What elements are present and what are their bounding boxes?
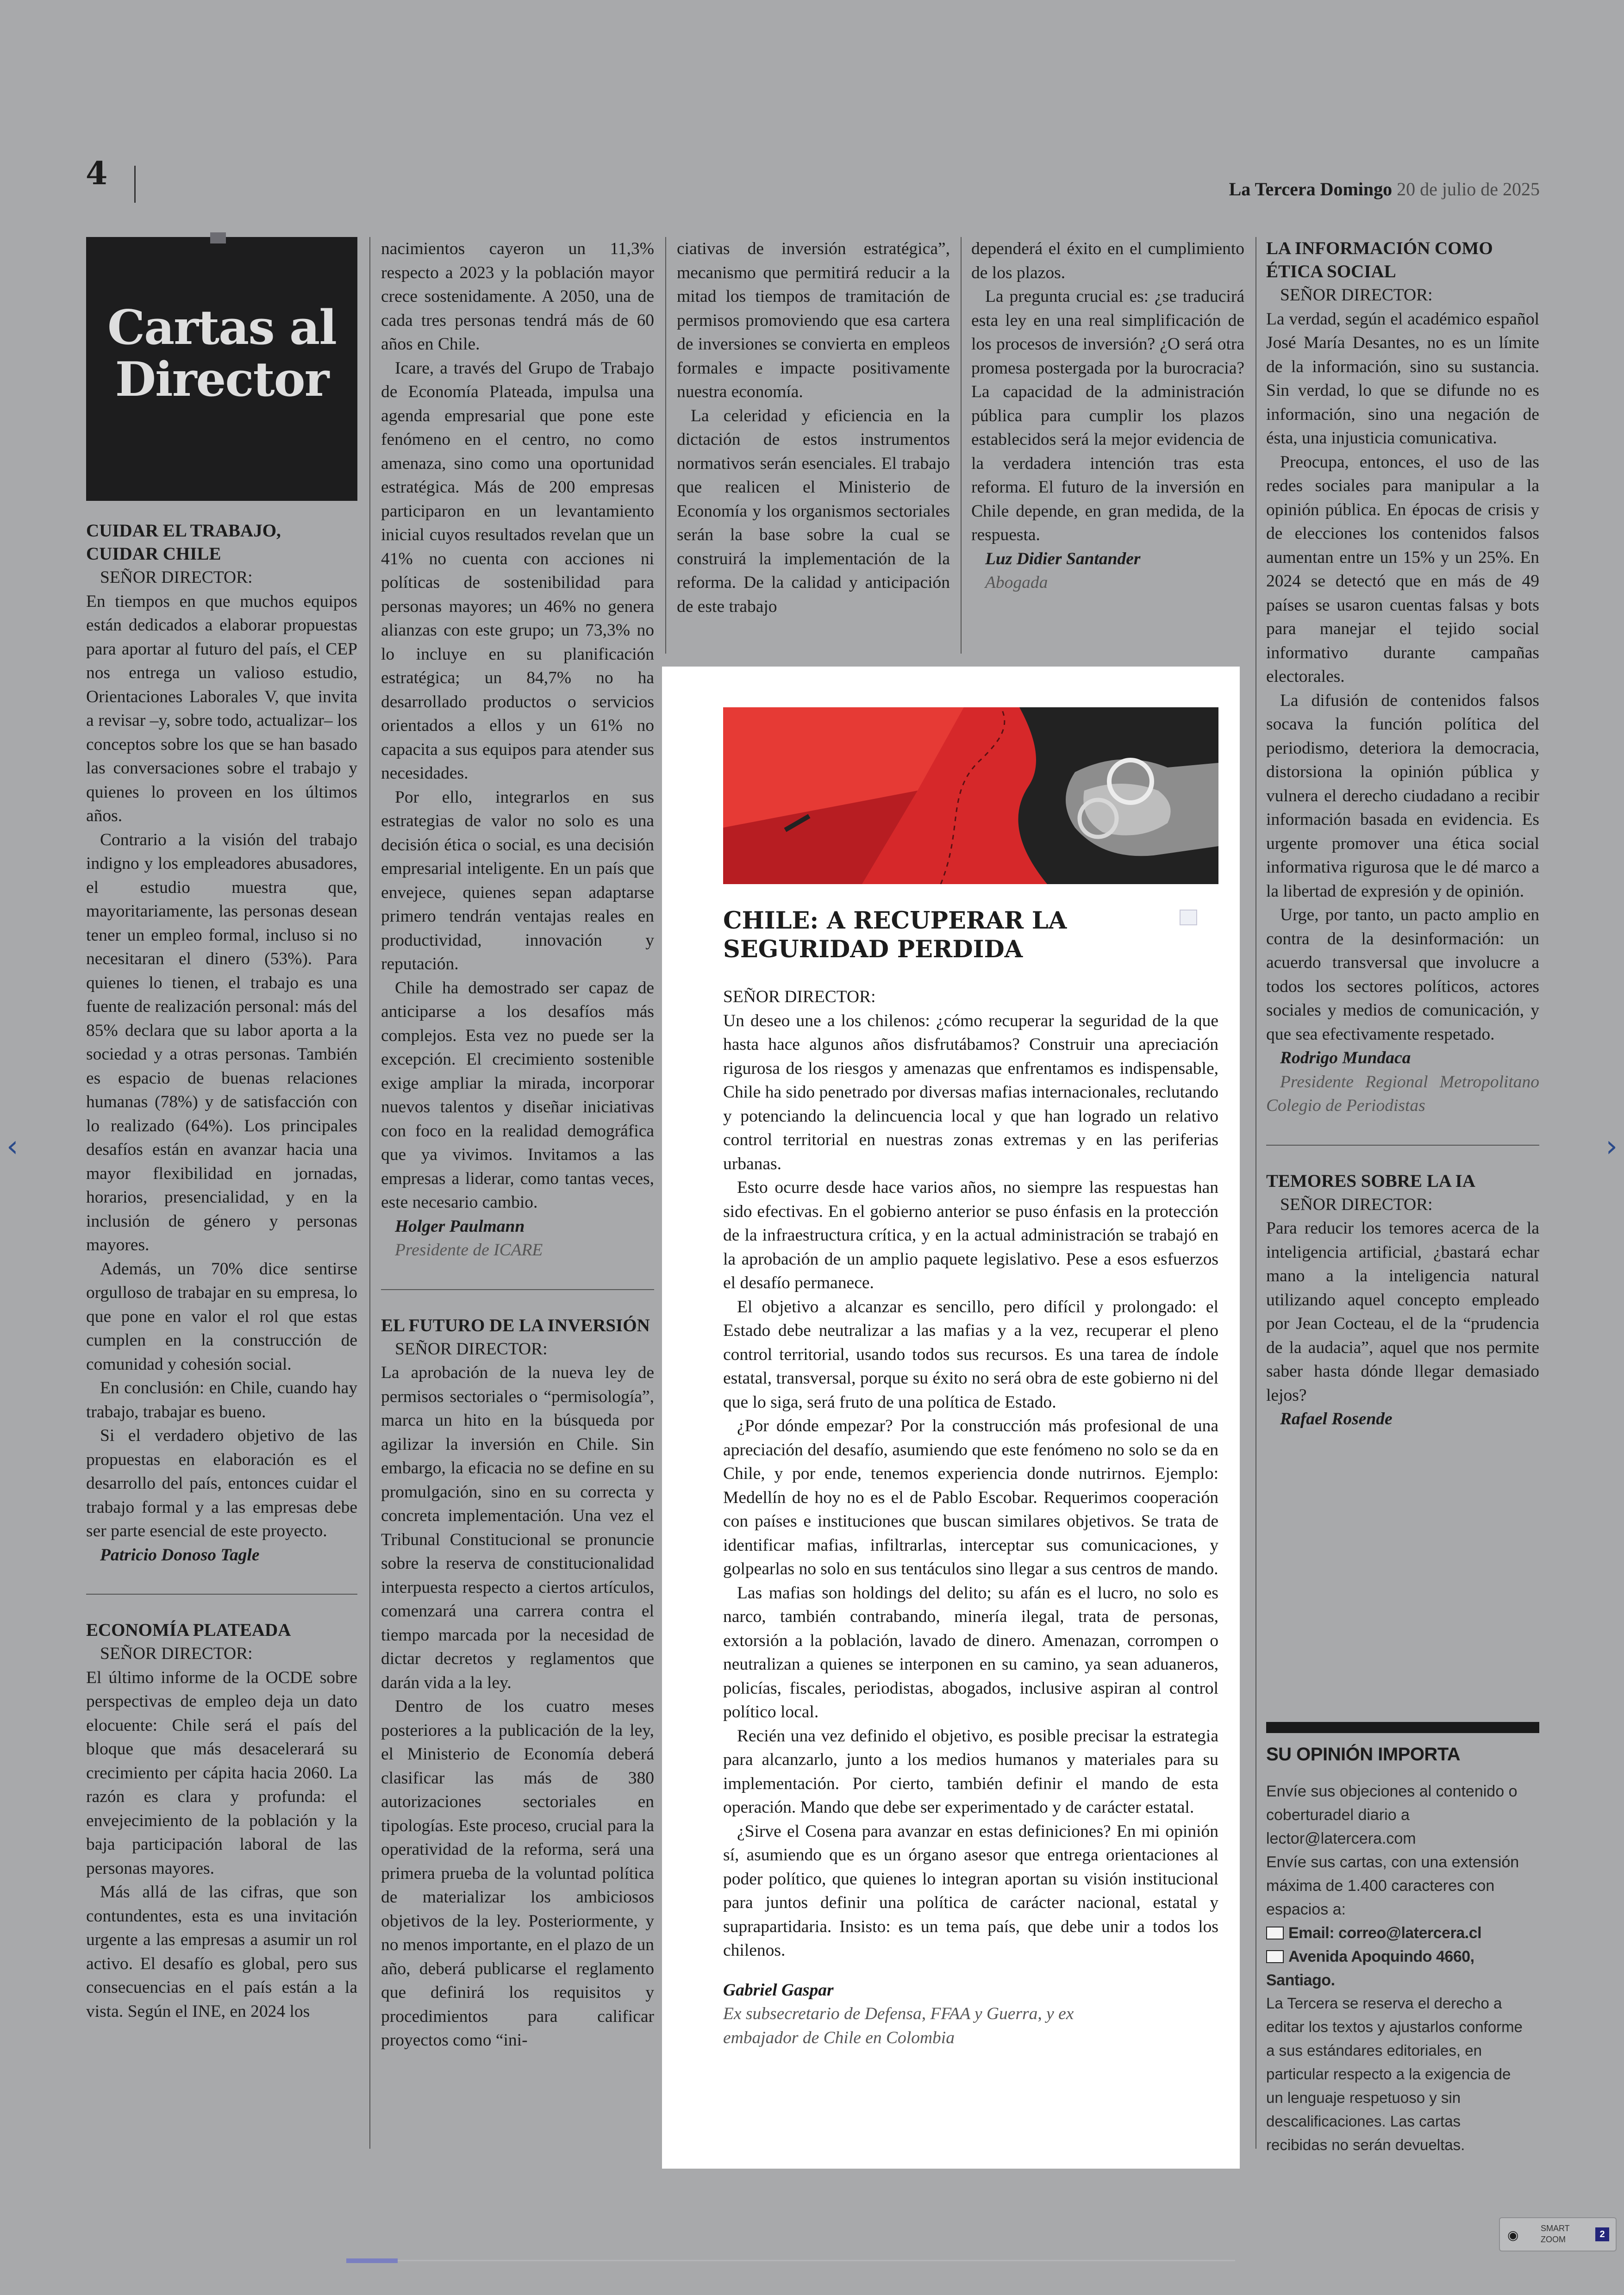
- masthead: [1229, 178, 1540, 200]
- paragraph: Esto ocurre desde hace varios años, no siempre las respuestas han sido efectivas. En el gobierno anterior se puso énfasis en la protección de la infraestructura crítica, y en la actual administración se trabajó en la aprobación de un amplio paquete legislativo. Pese a esos esfuerzos el desafío permanece.: [723, 1178, 1218, 1292]
- paragraph: Icare, a través del Grupo de Trabajo de Economía Plateada, impulsa una agenda empresarial que pone este fenómeno en el centro, no como amenaza, sino como una oportunidad estratégica. Más de 200 empresas participaron en un levantamiento inicial cuyos resultados revelan que un 41% no cuenta con acciones ni políticas de sostenibilidad para personas mayores; un 46% no genera alianzas con este grupo; un 73,3% no lo incluye en su planificación estratégica; un 84,7% no ha desarrollado productos o servicios orientados a ellos y un 61% no capacita a sus equipos para atender sus necesidades.: [381, 358, 654, 783]
- paragraph: La verdad, según el académico español José María Desantes, no es un límite de la información, sino su sustancia. Sin verdad, lo que se difunde no es información, sino una negación de ésta, una injusticia comunicativa.: [1266, 309, 1539, 448]
- signature-role: Presidente Regional Metropolitano Colegio de Periodistas: [1266, 1072, 1539, 1115]
- envelope-icon: [1266, 1927, 1284, 1940]
- signature-role: Presidente de ICARE: [395, 1241, 543, 1260]
- featured-letter-title: CHILE: A RECUPERAR LA SEGURIDAD PERDIDA: [723, 907, 1067, 963]
- letter-title: CUIDAR EL TRABAJO, CUIDAR CHILE: [86, 521, 281, 564]
- issue-date: 20 de julio de 2025: [1397, 179, 1540, 200]
- publication-name: La Tercera Domingo: [1229, 179, 1393, 200]
- letter-title: LA INFORMACIÓN COMO ÉTICA SOCIAL: [1266, 238, 1493, 281]
- smart-zoom-label-line1: SMART: [1541, 2224, 1570, 2233]
- paragraph: Más allá de las cifras, que son contundentes, esta es una invitación urgente a las empresas a asumir un rol activo. El desafío es global, pero sus consecuencias en el país están a la vista. Según el INE, en 2024 los: [86, 1883, 357, 2021]
- smart-zoom-label: [1541, 2223, 1570, 2245]
- salutation: SEÑOR DIRECTOR:: [395, 1339, 548, 1359]
- column-4: [971, 237, 1244, 595]
- column-rule: [961, 237, 962, 654]
- paragraph: ciativas de inversión estratégica”, mecanismo que permitirá reducir a la mitad los tiempos de tramitación de permisos promoviendo que esa cartera de inversiones se convierta en empleos formales e impacte positivamente nuestra economía.: [677, 239, 950, 401]
- handcuffs-photo: [723, 707, 1218, 884]
- opinion-contact: [1266, 1780, 1544, 1992]
- section-title-text: Cartas al Director: [107, 300, 336, 407]
- section-title-block: [86, 237, 357, 501]
- chevron-right-icon[interactable]: ›: [1605, 1129, 1618, 1164]
- opinion-email[interactable]: Email: correo@latercera.cl: [1288, 1924, 1482, 1942]
- paragraph: En conclusión: en Chile, cuando hay trabajo, trabajar es bueno.: [86, 1378, 357, 1422]
- note-icon[interactable]: [1180, 910, 1197, 925]
- signature: Patricio Donoso Tagle: [100, 1545, 260, 1565]
- smart-zoom-button[interactable]: [1499, 2217, 1617, 2251]
- letter-title: TEMORES SOBRE LA IA: [1266, 1171, 1475, 1191]
- opinion-box-bar: [1266, 1722, 1539, 1733]
- paragraph: Además, un 70% dice sentirse orgulloso de trabajar en su empresa, lo que pone en valor el rol que estas cumplen en la construcción de comunidad y cohesión social.: [86, 1259, 357, 1374]
- page-progress-fill[interactable]: [346, 2258, 398, 2263]
- paragraph: Urge, por tanto, un pacto amplio en contra de la desinformación: un acuerdo transversal que involucre a todos los sectores políticos, actores sociales y medios de comunicación, y que sea efectivamente respetado.: [1266, 905, 1539, 1044]
- paragraph: Las mafias son holdings del delito; su afán es el lucro, no solo es narco, también contrabando, minería ilegal, trata de personas, extorsión a la población, lavado de dinero. Amenazan, corrompen o neutralizan a quienes se interponen en su camino, ya sean aduaneros, policías, fiscales, periodistas, abogados, inclusive aspiran al control político local.: [723, 1583, 1218, 1721]
- paragraph: ¿Por dónde empezar? Por la construcción más profesional de una apreciación del desafío, asumiendo que este fenómeno no solo se da en Chile, y por ende, tenemos experiencia donde nutrirnos. Ejemplo: Medellín de hoy no es el de Pablo Escobar. Requerimos cooperación con países e instituciones que buscan similares objetivos. Se trata de identificar mafias, infiltrarlas, interceptar sus comunicaciones, y golpearlas no solo en sus tentáculos sino llegar a sus centros de mando.: [723, 1416, 1218, 1578]
- signature: Holger Paulmann: [395, 1216, 525, 1236]
- paragraph: nacimientos cayeron un 11,3% respecto a 2023 y la población mayor crece sostenidamente. A 2050, una de cada tres personas tendrá más de 60 años en Chile.: [381, 239, 654, 354]
- paragraph: En tiempos en que muchos equipos están dedicados a elaborar propuestas para aportar al futuro del país, el CEP nos entrega un valioso estudio, Orientaciones Laborales V, que invita a revisar –y, sobre todo, actualizar– los conceptos sobre los que se han basado las conversaciones sobre el trabajo y quienes lo proveen en los últimos años.: [86, 592, 357, 825]
- paragraph: Dentro de los cuatro meses posteriores a la publicación de la ley, el Ministerio de Economía deberá clasificar las más de 380 autorizaciones sectoriales en tipologías. Este proceso, crucial para la operatividad de la reforma, será una primera prueba de la voluntad política de materializar los ambiciosos objetivos de la ley. Posteriormente, y no menos importante, en el plazo de un año, deberá publicarse el reglamento que definirá los requisitos y procedimientos para calificar proyectos como “ini-: [381, 1697, 654, 2050]
- paragraph: El objetivo a alcanzar es sencillo, pero difícil y prolongado: el Estado debe neutralizar a las mafias y a la vez, recuperar el pleno control territorial, usando todos sus recursos. Es una tarea de índole estatal, transversal, porque su éxito no será obra de este gobierno ni del que lo siga, será fruto de una política de Estado.: [723, 1297, 1218, 1412]
- salutation: SEÑOR DIRECTOR:: [100, 1644, 253, 1663]
- salutation: SEÑOR DIRECTOR:: [1280, 286, 1433, 305]
- page-number: 4: [86, 155, 108, 192]
- paragraph: Recién una vez definido el objetivo, es posible precisar la estrategia para alcanzarlo, junto a los medios humanos y materiales para su implementación. Por cierto, también definir el mando de esta operación. Mando que debe ser experimentado y de carácter estatal.: [723, 1726, 1218, 1817]
- signature: Rodrigo Mundaca: [1280, 1048, 1411, 1067]
- divider: [381, 1289, 654, 1290]
- paragraph: La aprobación de la nueva ley de permisos sectoriales o “permisología”, marca un hito en la búsqueda por agilizar la inversión en Chile. Sin embargo, la eficacia no se define en su promulgación, sino en su correcta y concreta implementación. Una vez el Tribunal Constitucional se pronuncie sobre la reserva de constitucionalidad interpuesta respecto a ciertos artículos, comenzará una carrera contra el tiempo marcada por la necesidad de dictar decretos y reglamentos que darán vida a la ley.: [381, 1363, 654, 1692]
- title-tab: [210, 232, 226, 243]
- letter-title: ECONOMÍA PLATEADA: [86, 1620, 291, 1640]
- section-title: [86, 302, 357, 405]
- signature: Luz Didier Santander: [985, 549, 1141, 568]
- column-3: [677, 237, 950, 618]
- header-divider: [134, 166, 136, 203]
- column-rule: [369, 237, 370, 2149]
- paragraph: Chile ha demostrado ser capaz de anticiparse a los desafíos más complejos. Esta vez no puede ser la excepción. El crecimiento sostenible exige ampliar la mirada, incorporar nuevos talentos y diseñar iniciativas con foco en la realidad demográfica que ya vivimos. Invitamos a las empresas a liderar, como tantas veces, este necesario cambio.: [381, 978, 654, 1212]
- smart-zoom-badge: 2: [1595, 2227, 1609, 2241]
- eye-icon: ◉: [1507, 2228, 1519, 2242]
- salutation: SEÑOR DIRECTOR:: [1280, 1195, 1433, 1214]
- opinion-line: Envíe sus cartas, con una extensión máxima de 1.400 caracteres con espacios a:: [1266, 1853, 1519, 1918]
- signature: Rafael Rosende: [1280, 1409, 1393, 1428]
- opinion-line: Envíe sus objeciones al contenido o coberturadel diario a lector@latercera.com: [1266, 1783, 1518, 1847]
- signature: Gabriel Gaspar: [723, 1980, 834, 2000]
- paragraph: dependerá el éxito en el cumplimiento de los plazos.: [971, 239, 1244, 282]
- salutation: SEÑOR DIRECTOR:: [723, 987, 876, 1006]
- paragraph: La difusión de contenidos falsos socava la función política del periodismo, deteriora la democracia, distorsiona la opinión pública y vulnera el derecho ciudadano a recibir información basada en evidencia. Es urgente promover una ética social informativa rigurosa que le dé marco a la libertad de expresión y de opinión.: [1266, 691, 1539, 901]
- column-rule: [665, 237, 666, 654]
- paragraph: Si el verdadero objetivo de las propuestas en elaboración es el desarrollo del país, entonces cuidar el trabajo formal y a las empresas debe ser parte esencial de este proyecto.: [86, 1426, 357, 1540]
- paragraph: Preocupa, entonces, el uso de las redes sociales para manipular a la opinión pública. En épocas de crisis y de elecciones los contenidos falsos aumentan entre un 15% y un 25%. En 2024 se detectó que en más de 49 países se usaron cuentas falsas y bots para manejar el tejido social informativo durante campañas electorales.: [1266, 452, 1539, 686]
- paragraph: La pregunta crucial es: ¿se traducirá esta ley en una real simplificación de los procesos de inversión? ¿O será otra promesa postergada por la burocracia? La capacidad de la administración pública para cumplir los plazos establecidos será la mejor evidencia de la verdadera intención tras esta reforma. El futuro de la inversión en Chile depende, en gran medida, de la respuesta.: [971, 287, 1244, 544]
- featured-letter-body: [723, 985, 1218, 2050]
- column-5: [1266, 237, 1539, 1431]
- paragraph: Para reducir los temores acerca de la inteligencia artificial, ¿bastará echar mano a la inteligencia natural utilizando aquel concepto empleado por Jean Cocteau, el de la “prudencia de la audacia”, aquel que nos permite saber hasta dónde llegar demasiado lejos?: [1266, 1219, 1539, 1405]
- signature-role: Abogada: [985, 573, 1048, 592]
- paragraph: Un deseo une a los chilenos: ¿cómo recuperar la seguridad de la que hasta hace algunos años disfrutábamos? Construir una apreciación rigurosa de los riesgos y amenazas que enfrentamos es indispensable, Chile ha sido penetrado por diversas mafias internacionales, reclutando y potenciando la delincuencia local y que han logrado un relativo control territorial en nuestras zonas extremas y en las periferias urbanas.: [723, 1011, 1218, 1173]
- column-rule: [1255, 237, 1256, 2149]
- opinion-title: SU OPINIÓN IMPORTA: [1266, 1744, 1461, 1765]
- paragraph: Contrario a la visión del trabajo indigno y los empleadores abusadores, el estudio muestra que, mayoritariamente, las personas desean tener un empleo formal, incluso si no necesitaran el dinero (53%). Para quienes lo tienen, el trabajo es una fuente de realización personal: más del 85% declara que su labor aporta a la sociedad y a otras personas. También es espacio de buenas relaciones humanas (78%) y de satisfacción con lo realizado (64%). Los principales desafíos están en avanzar hacia una mayor flexibilidad en jornadas, horarios, presencialidad, y en la inclusión de género y personas mayores.: [86, 830, 357, 1254]
- divider: [86, 1594, 357, 1595]
- paragraph: El último informe de la OCDE sobre perspectivas de empleo deja un dato elocuente: Chile será el país del bloque que más desacelerará su crecimiento per cápita hacia 2060. La razón es clara y profunda: el envejecimiento de la población y la baja participación laboral de las personas mayores.: [86, 1668, 357, 1878]
- opinion-note: La Tercera se reserva el derecho a editar los textos y ajustarlos conforme a sus estándares editoriales, en particular respecto a la exigencia de un lenguaje respetuoso y sin descalificaciones. Las cartas recibidas no serán devueltas.: [1266, 1995, 1523, 2153]
- paragraph: Por ello, integrarlos en sus estrategias de valor no solo es una decisión ética o social, es una decisión empresarial inteligente. En un país que envejece, quienes sepan adaptarse primero tendrán ventajas reales en productividad, innovación y reputación.: [381, 787, 654, 973]
- address-line: [1266, 1945, 1544, 1992]
- opinion-address: Avenida Apoquindo 4660, Santiago.: [1266, 1948, 1474, 1989]
- column-2: [381, 237, 654, 2052]
- chevron-left-icon[interactable]: ‹: [6, 1129, 19, 1164]
- signature-role: Ex subsecretario de Defensa, FFAA y Guerra, y ex embajador de Chile en Colombia: [723, 2004, 1074, 2047]
- paragraph: ¿Sirve el Cosena para avanzar en estas definiciones? En mi opinión sí, asumiendo que es un órgano asesor que entrega orientaciones al poder político, que quienes lo integran aportan su visión institucional para juntos definir una política de carácter nacional, estatal y suprapartidaria. Insisto: es un tema país, que debe unir a todos los chilenos.: [723, 1821, 1218, 1960]
- letter-title: EL FUTURO DE LA INVERSIÓN: [381, 1315, 650, 1335]
- divider: [1266, 1145, 1539, 1146]
- mailbox-icon: [1266, 1950, 1284, 1963]
- handcuffs-illustration: [723, 707, 1218, 884]
- column-1: [86, 519, 357, 2023]
- smart-zoom-label-line2: ZOOM: [1541, 2235, 1566, 2244]
- paragraph: La celeridad y eficiencia en la dictación de estos instrumentos normativos serán esenciales. El trabajo que realicen el Ministerio de Economía y los organismos sectoriales serán la base sobre la cual se construirá la implementación de la reforma. De la calidad y anticipación de este trabajo: [677, 406, 950, 616]
- salutation: SEÑOR DIRECTOR:: [100, 568, 253, 587]
- email-line: [1266, 1921, 1544, 1945]
- page-progress-track[interactable]: [346, 2260, 1235, 2261]
